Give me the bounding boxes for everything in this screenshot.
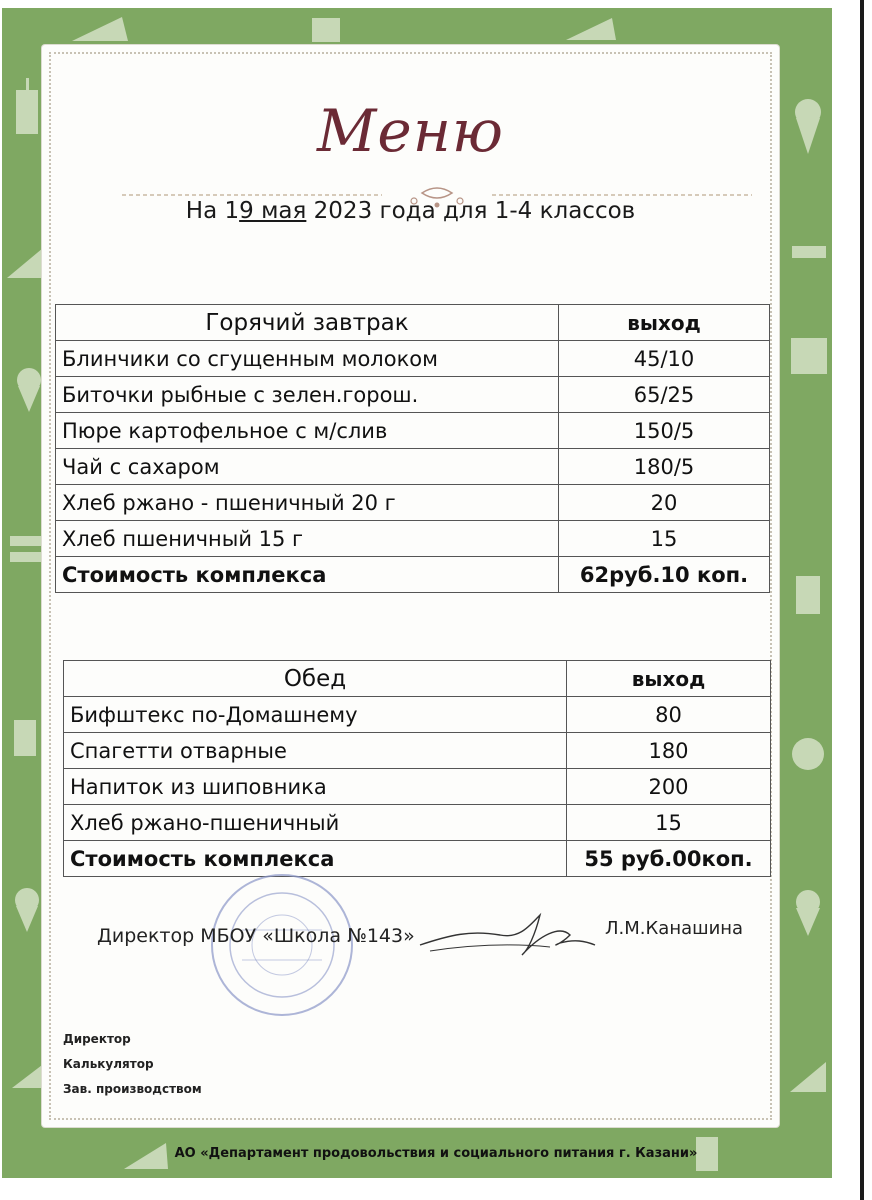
table-row [56,413,770,449]
dish-output: 180/5 [559,449,770,485]
cake-slice-icon [12,1048,46,1092]
total-row [64,841,771,877]
cake-icon [787,328,831,378]
dish-output: 15 [567,805,771,841]
table-header-row [64,661,771,697]
dish-output: 20 [559,485,770,521]
total-label: Стоимость комплекса [56,557,559,593]
ice-cream-icon [10,888,44,932]
dish-output: 180 [567,733,771,769]
dish-output: 45/10 [559,341,770,377]
scan-edge-line [860,0,864,1200]
table-row [64,769,771,805]
handwritten-signature [410,905,600,965]
lunch-heading: Обед [64,661,567,697]
dish-output: 65/25 [559,377,770,413]
date-prefix: На 1 [185,198,240,224]
ice-cream-icon [788,888,828,938]
table-row [64,733,771,769]
dish-name: Пюре картофельное с м/слив [56,413,559,449]
drink-cup-icon [788,568,828,618]
director-position: Директор МБОУ «Школа №143» [97,925,415,947]
sandwich-icon [790,238,830,288]
dish-output: 15 [559,521,770,557]
dish-name: Бифштекс по-Домашнему [64,697,567,733]
dish-name: Хлеб ржано - пшеничный 20 г [56,485,559,521]
breakfast-table [55,304,770,593]
table-row [56,521,770,557]
page-title: Меню [317,97,504,165]
dish-name: Биточки рыбные с зелен.горош. [56,377,559,413]
table-row [64,697,771,733]
drink-cup-icon [8,708,42,758]
footer-organization: АО «Департамент продовольствия и социального питания г. Казани» [174,1146,698,1161]
cake-slice-icon [562,10,622,44]
table-row [56,377,770,413]
total-value: 55 руб.00коп. [567,841,771,877]
lunch-table [63,660,771,877]
drink-cup-icon [302,12,352,44]
date-suffix: 2023 года для 1-4 классов [306,198,636,224]
output-heading: выход [567,661,771,697]
total-row [56,557,770,593]
role-production-head: Зав. производством [63,1082,202,1096]
fruit-icon [788,728,828,778]
ice-cream-icon [12,368,46,412]
dish-name: Хлеб пшеничный 15 г [56,521,559,557]
table-row [64,805,771,841]
ice-cream-icon [788,98,828,158]
director-name: Л.М.Канашина [605,918,744,939]
table-header-row [56,305,770,341]
table-row [56,485,770,521]
dish-name: Хлеб ржано-пшеничный [64,805,567,841]
dish-name: Блинчики со сгущенным молоком [56,341,559,377]
date-day: 9 мая [239,198,307,224]
dish-output: 200 [567,769,771,805]
scan-margin [832,0,872,1200]
table-row [56,341,770,377]
dish-name: Чай с сахаром [56,449,559,485]
dish-name: Напиток из шиповника [64,769,567,805]
pie-slice-icon [788,1048,828,1098]
pie-slice-icon [72,13,132,45]
total-value: 62руб.10 коп. [559,557,770,593]
menu-date-line [42,198,779,224]
drink-cup-icon [10,78,44,138]
table-row [56,449,770,485]
sandwich-icon [8,528,44,578]
total-label: Стоимость комплекса [64,841,567,877]
dish-name: Спагетти отварные [64,733,567,769]
breakfast-heading: Горячий завтрак [56,305,559,341]
dish-output: 150/5 [559,413,770,449]
role-calculator: Калькулятор [63,1057,154,1071]
dish-output: 80 [567,697,771,733]
pie-slice-icon [7,238,45,288]
role-director: Директор [63,1032,131,1046]
output-heading: выход [559,305,770,341]
